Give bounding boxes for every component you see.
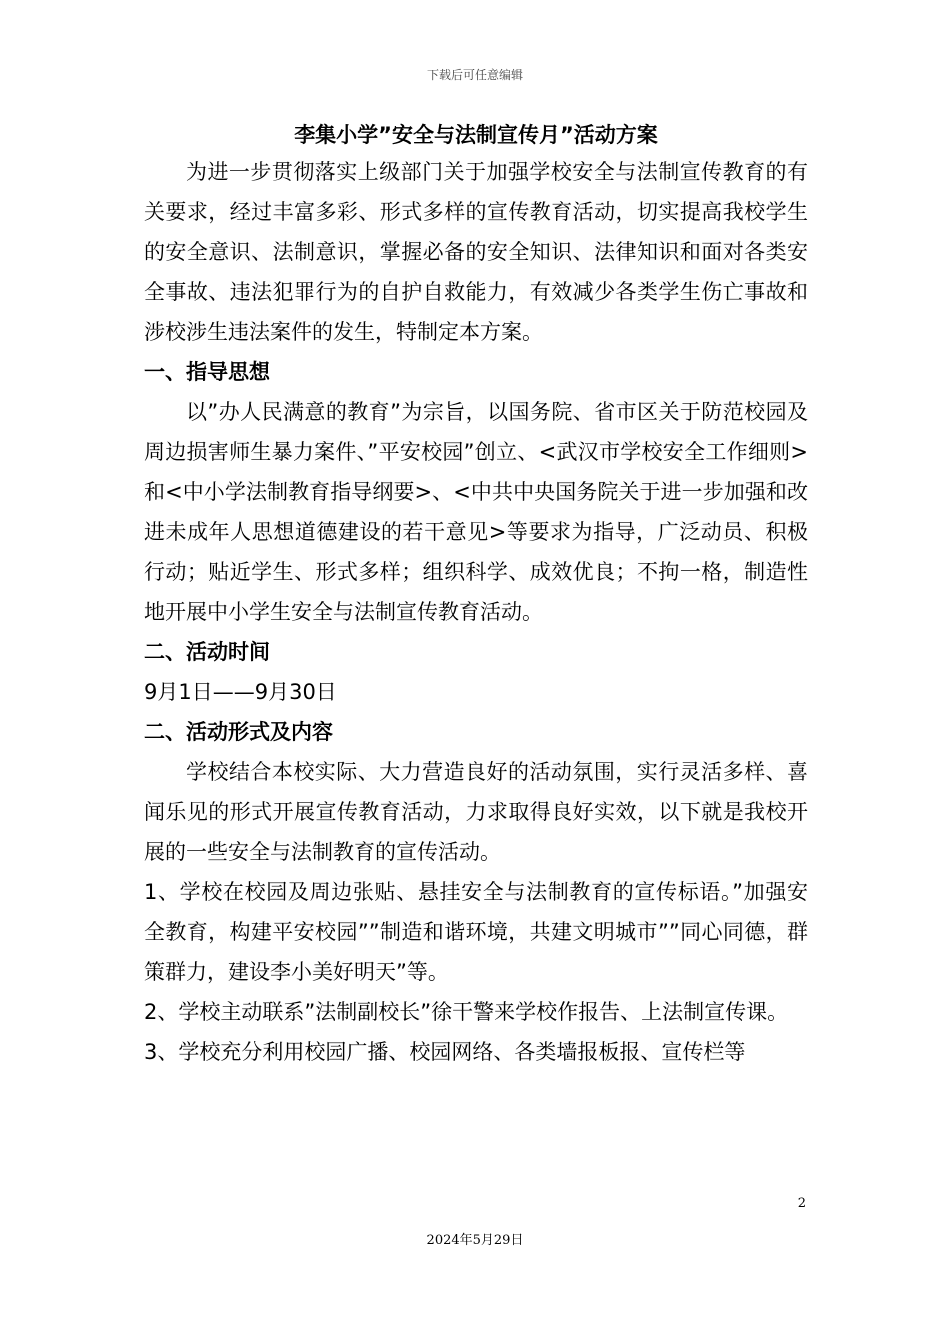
footer-date: 2024年5月29日 xyxy=(426,1233,524,1248)
guiding-ideology-paragraph: 以”办人民满意的教育”为宗旨，以国务院、省市区关于防范校园及周边损害师生暴力案件、”平安校园”创立、<武汉市学校安全工作细则>和<中小学法制教育指导纲要>、<中共中央国务院关于进一步加强和改进未成年人思想道德建设的若干意见>等要求为指导，广泛动员、积极行动；贴近学生、形式多样；组织科学、成效优良；不拘一格，制造性地开展中小学生安全与法制宣传教育活动。 xyxy=(144,400,808,624)
section-heading-activity-time: 二、活动时间 xyxy=(144,640,270,664)
activity-content-intro: 学校结合本校实际、大力营造良好的活动氛围，实行灵活多样、喜闻乐见的形式开展宣传教育活动，力求取得良好实效，以下就是我校开展的一些安全与法制教育的宣传活动。 xyxy=(144,760,808,864)
section-heading-guiding-ideology: 一、指导思想 xyxy=(144,360,270,384)
page-number: 2 xyxy=(797,1196,806,1211)
section-heading-activity-content: 二、活动形式及内容 xyxy=(144,720,333,744)
activity-time-paragraph: 9月1日——9月30日 xyxy=(144,680,337,704)
document-body xyxy=(144,118,808,1072)
activity-item-1: 1、学校在校园及周边张贴、悬挂安全与法制教育的宣传标语。”加强安全教育，构建平安校园””制造和谐环境，共建文明城市””同心同德，群策群力，建设李小美好明天”等。 xyxy=(144,880,808,984)
header-note: 下载后可任意编辑 xyxy=(426,68,523,82)
intro-paragraph: 为进一步贯彻落实上级部门关于加强学校安全与法制宣传教育的有关要求，经过丰富多彩、形式多样的宣传教育活动，切实提高我校学生的安全意识、法制意识，掌握必备的安全知识、法律知识和面对各类安全事故、违法犯罪行为的自护自救能力，有效减少各类学生伤亡事故和涉校涉生违法案件的发生，特制定本方案。 xyxy=(144,160,808,344)
document-title: 李集小学”安全与法制宣传月”活动方案 xyxy=(294,123,658,147)
activity-item-2: 2、学校主动联系”法制副校长”徐干警来学校作报告、上法制宣传课。 xyxy=(144,1000,789,1024)
activity-item-3: 3、学校充分利用校园广播、校园网络、各类墙报板报、宣传栏等 xyxy=(144,1040,746,1064)
